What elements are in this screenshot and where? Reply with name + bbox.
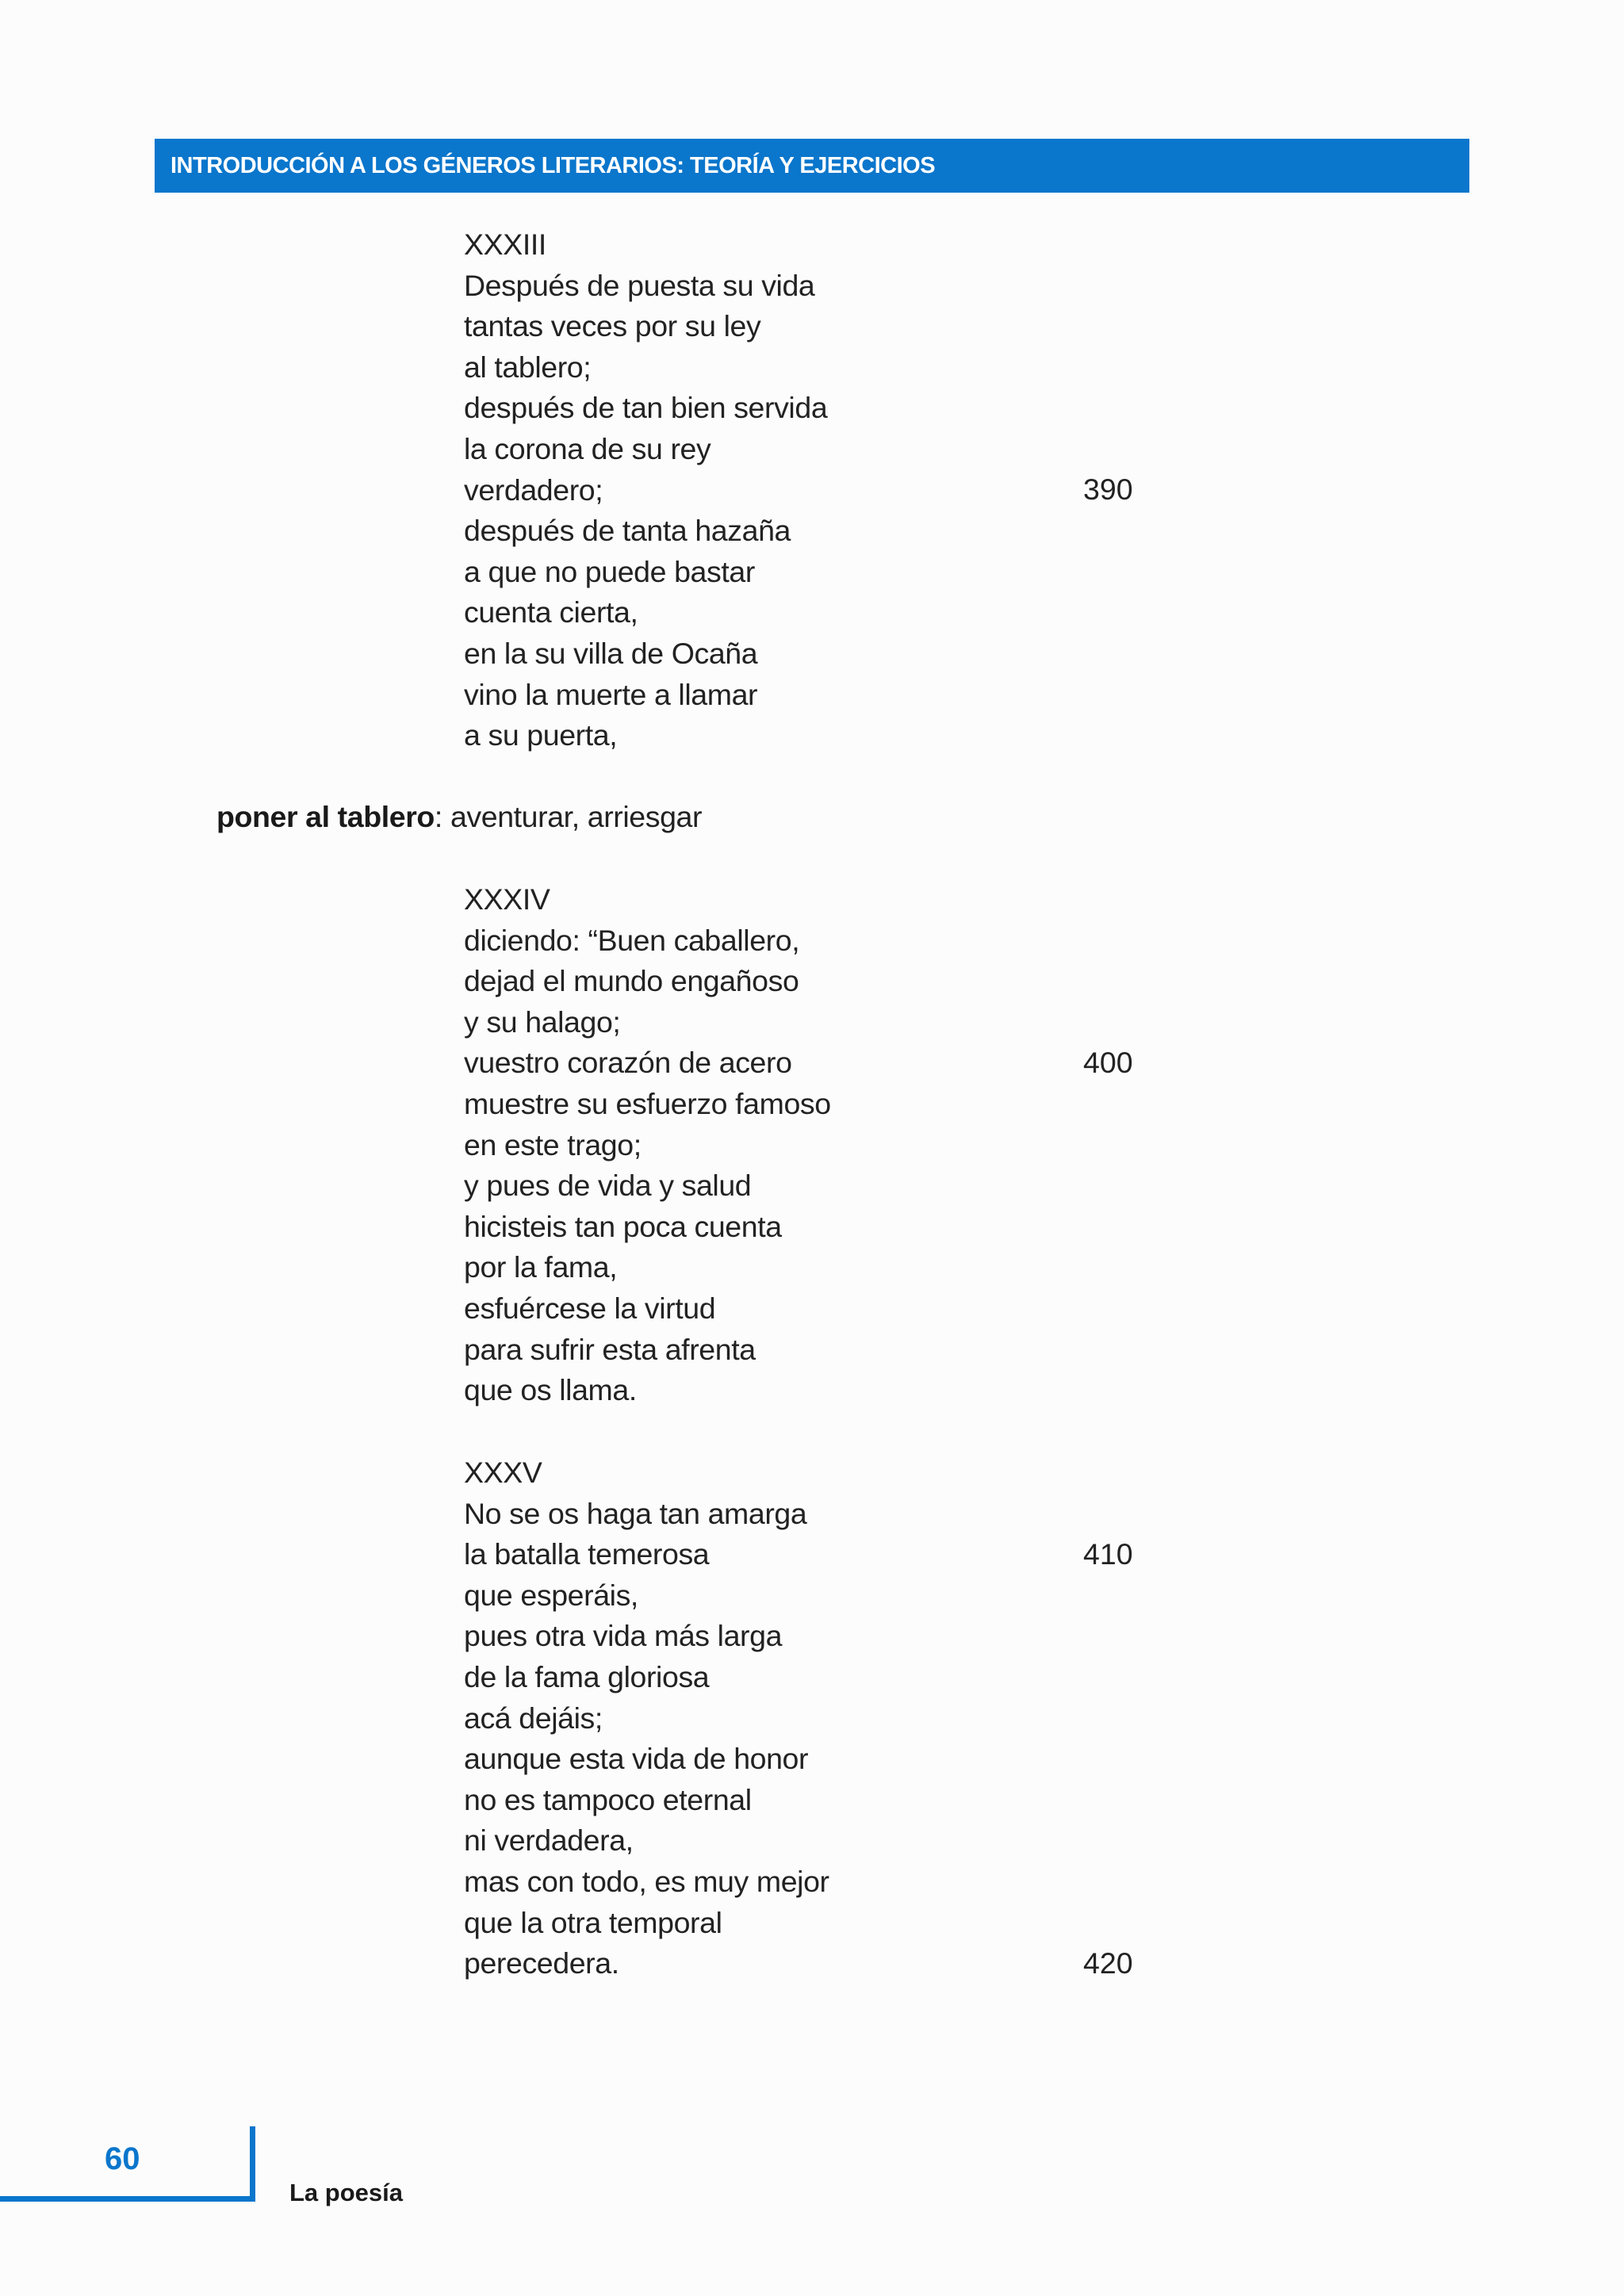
- verse-line: después de tan bien servida: [464, 391, 828, 425]
- verse-line: acá dejáis;: [464, 1701, 603, 1735]
- verse-number: 410: [1083, 1537, 1133, 1571]
- page-number: 60: [105, 2141, 140, 2176]
- verse-line: y pues de vida y salud: [464, 1169, 752, 1203]
- verse-line: vino la muerte a llamar: [464, 677, 758, 711]
- gloss-note: [216, 797, 702, 838]
- footer-rule-horizontal: [0, 2196, 255, 2202]
- verse-line: pues otra vida más larga: [464, 1619, 783, 1653]
- verse-line: Después de puesta su vida: [464, 268, 815, 302]
- stanza-xxxv: [464, 1452, 829, 1984]
- verse-line: tantas veces por su ley: [464, 309, 761, 343]
- verse-line: de la fama gloriosa: [464, 1659, 710, 1693]
- verse-line: hicisteis tan poca cuenta: [464, 1209, 782, 1243]
- verse-number: 420: [1083, 1946, 1133, 1980]
- verse-line: aunque esta vida de honor: [464, 1742, 809, 1776]
- verse-line: la batalla temerosa: [464, 1537, 710, 1571]
- verse-line: por la fama,: [464, 1250, 618, 1284]
- section-name: La poesía: [289, 2179, 403, 2206]
- verse-line: muestre su esfuerzo famoso: [464, 1086, 831, 1120]
- verse-line: que os llama.: [464, 1373, 637, 1407]
- verse-line: que esperáis,: [464, 1578, 638, 1612]
- verse-line: dejad el mundo engañoso: [464, 964, 799, 998]
- verse-number: 390: [1083, 473, 1133, 506]
- verse-line: perecedera.: [464, 1946, 619, 1980]
- verse-line: vuestro corazón de acero: [464, 1046, 792, 1080]
- verse-line: para sufrir esta afrenta: [464, 1332, 756, 1366]
- verse-line: en este trago;: [464, 1127, 642, 1161]
- verse-line: No se os haga tan amarga: [464, 1496, 807, 1530]
- header-title: INTRODUCCIÓN A LOS GÉNEROS LITERARIOS: TEORÍA Y EJERCICIOS: [170, 153, 936, 178]
- verse-line: y su halago;: [464, 1004, 621, 1039]
- stanza-heading: XXXIV: [464, 882, 550, 916]
- verse-line: cuenta cierta,: [464, 595, 638, 629]
- header-band: [155, 139, 1469, 193]
- verse-line: a que no puede bastar: [464, 554, 755, 588]
- gloss-definition: : aventurar, arriesgar: [434, 800, 703, 833]
- verse-line: esfuércese la virtud: [464, 1291, 716, 1325]
- verse-line: mas con todo, es muy mejor: [464, 1864, 829, 1898]
- verse-line: al tablero;: [464, 350, 592, 384]
- verse-line: verdadero;: [464, 473, 603, 507]
- verse-line: no es tampoco eternal: [464, 1782, 752, 1816]
- stanza-heading: XXXV: [464, 1456, 542, 1489]
- footer-rule-vertical: [250, 2126, 255, 2202]
- verse-line: en la su villa de Ocaña: [464, 636, 758, 670]
- gloss-term: poner al tablero: [216, 800, 435, 833]
- verse-line: ni verdadera,: [464, 1823, 634, 1858]
- verse-line: después de tanta hazaña: [464, 514, 791, 548]
- verse-number: 400: [1083, 1046, 1133, 1079]
- verse-line: diciendo: “Buen caballero,: [464, 923, 800, 957]
- stanza-xxxiv: [464, 879, 831, 1411]
- stanza-xxxiii: [464, 224, 827, 756]
- stanza-heading: XXXIII: [464, 228, 546, 261]
- verse-line: a su puerta,: [464, 718, 618, 752]
- verse-line: la corona de su rey: [464, 431, 711, 465]
- verse-line: que la otra temporal: [464, 1905, 722, 1939]
